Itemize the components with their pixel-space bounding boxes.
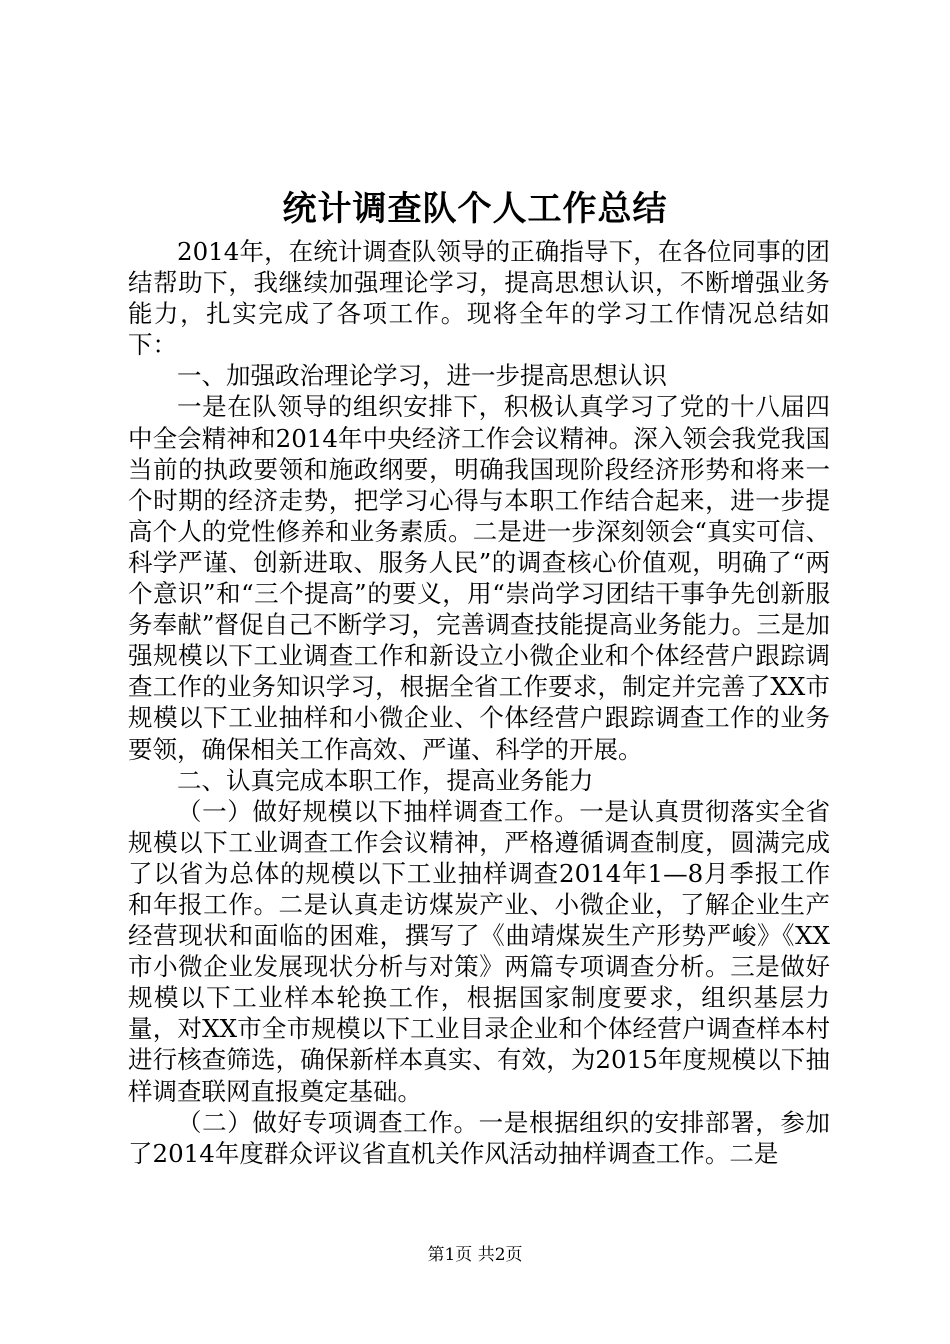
paragraph-subsection-2: （二）做好专项调查工作。一是根据组织的安排部署，参加了2014年度群众评议省直机关作风活动抽样调查工作。二是 [128, 1107, 830, 1168]
section-heading-1: 一、加强政治理论学习，进一步提高思想认识 [177, 361, 667, 391]
document-body [128, 236, 830, 1169]
paragraph-subsection-1: （一）做好规模以下抽样调查工作。一是认真贯彻落实全省规模以下工业调查工作会议精神，严格遵循调查制度，圆满完成了以省为总体的规模以下工业抽样调查2014年1—8月季报工作和年报工作。二是认真走访煤炭产业、小微企业，了解企业生产经营现状和面临的困难，撰写了《曲靖煤炭生产形势严峻》《XX市小微企业发展现状分析与对策》两篇专项调查分析。三是做好规模以下工业样本轮换工作，根据国家制度要求，组织基层力量，对XX市全市规模以下工业目录企业和个体经营户调查样本村进行核查筛选，确保新样本真实、有效，为2015年度规模以下抽样调查联网直报奠定基础。 [128, 796, 830, 1106]
page-footer: 第1页 共2页 [427, 1245, 523, 1265]
document-title: 统计调查队个人工作总结 [282, 189, 668, 229]
section-heading-2: 二、认真完成本职工作，提高业务能力 [177, 765, 594, 795]
paragraph-section-1: 一是在队领导的组织安排下，积极认真学习了党的十八届四中全会精神和2014年中央经济工作会议精神。深入领会我党我国当前的执政要领和施政纲要，明确我国现阶段经济形势和将来一个时期的经济走势，把学习心得与本职工作结合起来，进一步提高个人的党性修养和业务素质。二是进一步深刻领会“真实可信、科学严谨、创新进取、服务人民”的调查核心价值观，明确了“两个意识”和“三个提高”的要义，用“崇尚学习团结干事争先创新服务奉献”督促自己不断学习，完善调查技能提高业务能力。三是加强规模以下工业调查工作和新设立小微企业和个体经营户跟踪调查工作的业务知识学习，根据全省工作要求，制定并完善了XX市规模以下工业抽样和小微企业、个体经营户跟踪调查工作的业务要领，确保相关工作高效、严谨、科学的开展。 [128, 392, 830, 764]
paragraph-intro: 2014年，在统计调查队领导的正确指导下，在各位同事的团结帮助下，我继续加强理论学习，提高思想认识，不断增强业务能力，扎实完成了各项工作。现将全年的学习工作情况总结如下： [128, 237, 830, 360]
